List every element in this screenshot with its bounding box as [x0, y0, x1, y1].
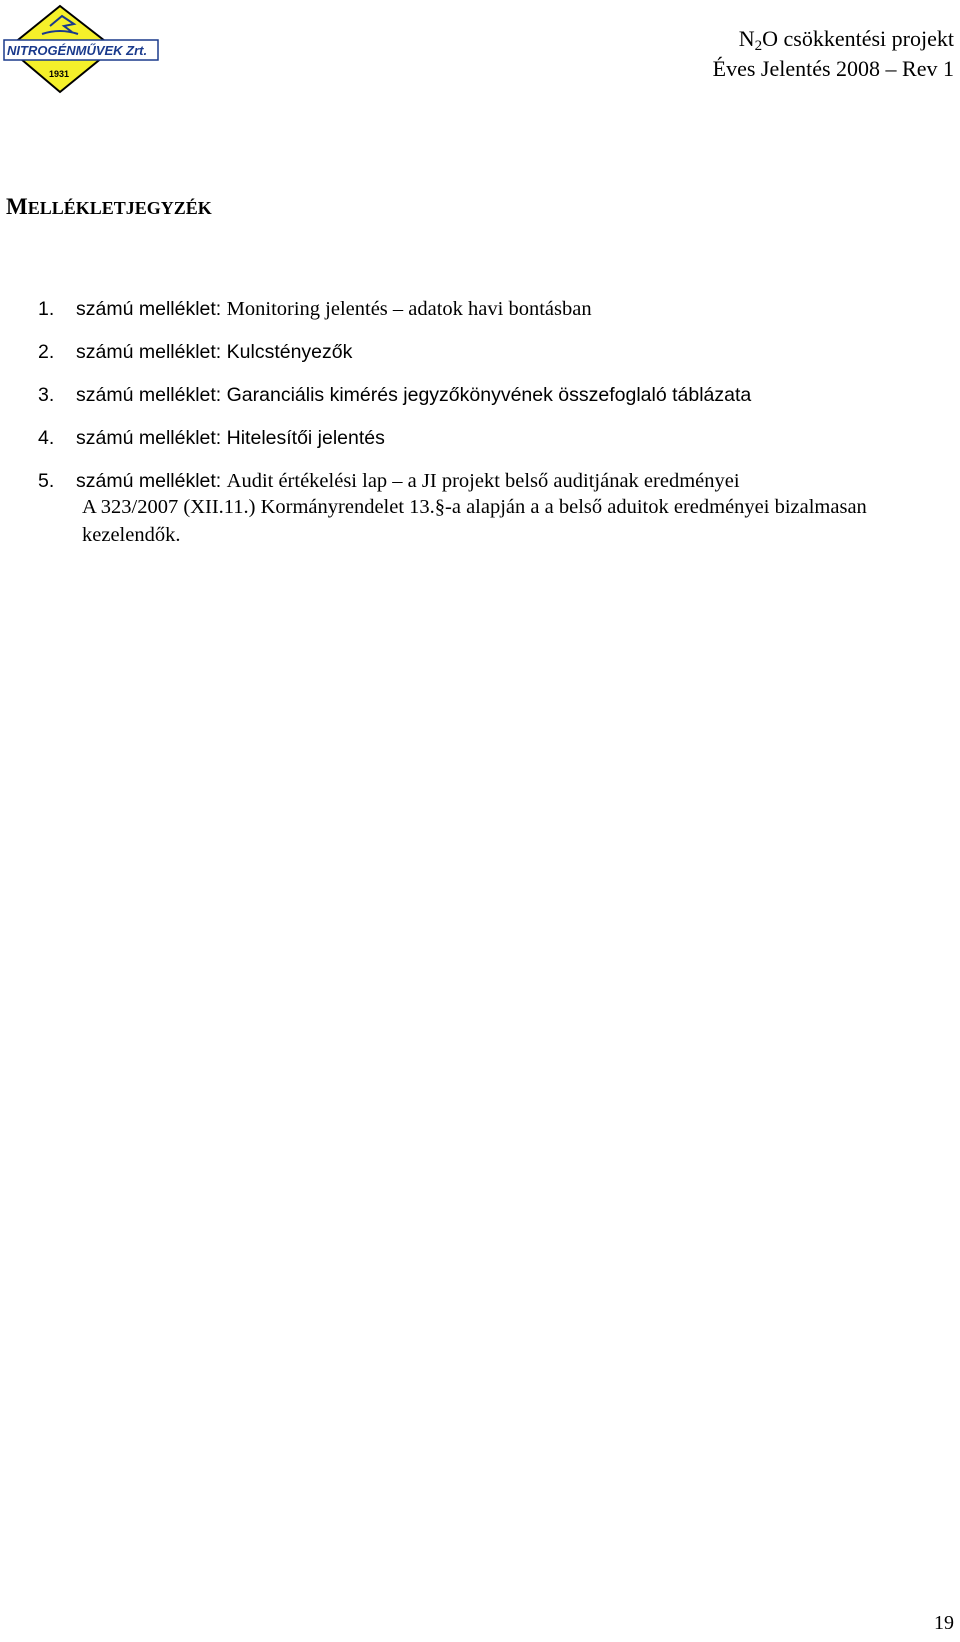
- logo-company-text: NITROGÉNMŰVEK Zrt.: [7, 43, 148, 58]
- title-suffix: O csökkentési projekt: [762, 26, 954, 51]
- annex-prefix: számú melléklet:: [76, 470, 227, 492]
- annex-item-2: [38, 339, 751, 382]
- annex-list: [38, 296, 751, 511]
- annex-text: [76, 382, 751, 425]
- annex-title: Audit értékelési lap – a JI projekt belső auditjának eredményei: [226, 470, 740, 492]
- title-subscript: 2: [754, 38, 763, 54]
- annex-text: [76, 339, 352, 382]
- annex-item-3: [38, 382, 751, 425]
- title-prefix: N: [738, 26, 755, 51]
- annex-prefix: számú melléklet:: [76, 384, 227, 406]
- annex-number: 1.: [38, 298, 55, 320]
- annex-item-1: [38, 296, 751, 339]
- confidentiality-note: A 323/2007 (XII.11.) Kormányrendelet 13.§-a alapján a a belső aduitok eredményei bizalmasan kezelendők.: [82, 496, 867, 546]
- logo-year-text: 1931: [49, 69, 70, 79]
- annex-number: 4.: [38, 427, 55, 449]
- annex-text: [76, 425, 385, 468]
- annex-prefix: számú melléklet:: [76, 427, 227, 449]
- section-title: [6, 194, 212, 220]
- annex-number: 5.: [38, 470, 55, 492]
- annex-title: Monitoring jelentés – adatok havi bontásban: [226, 298, 592, 320]
- annex-prefix: számú melléklet:: [76, 341, 227, 363]
- document-subtitle: Éves Jelentés 2008 – Rev 1: [712, 56, 954, 81]
- annex-title: Hitelesítői jelentés: [226, 427, 385, 449]
- document-title: [713, 24, 954, 54]
- annex-text: [76, 296, 592, 339]
- annex-title: Garanciális kimérés jegyzőkönyvének összefoglaló táblázata: [226, 384, 752, 406]
- annex-number: 3.: [38, 384, 55, 406]
- section-title-initial: M: [6, 194, 28, 219]
- page-number: 19: [934, 1612, 954, 1634]
- annex-title: Kulcstényezők: [226, 341, 353, 363]
- section-title-rest: ELLÉKLETJEGYZÉK: [27, 198, 212, 218]
- annex-item-4: [38, 425, 751, 468]
- annex-prefix: számú melléklet:: [76, 298, 227, 320]
- document-header: [713, 24, 954, 84]
- company-logo: [2, 4, 162, 96]
- nitrogenmuvek-logo-graphic: [2, 4, 162, 96]
- annex-number: 2.: [38, 341, 55, 363]
